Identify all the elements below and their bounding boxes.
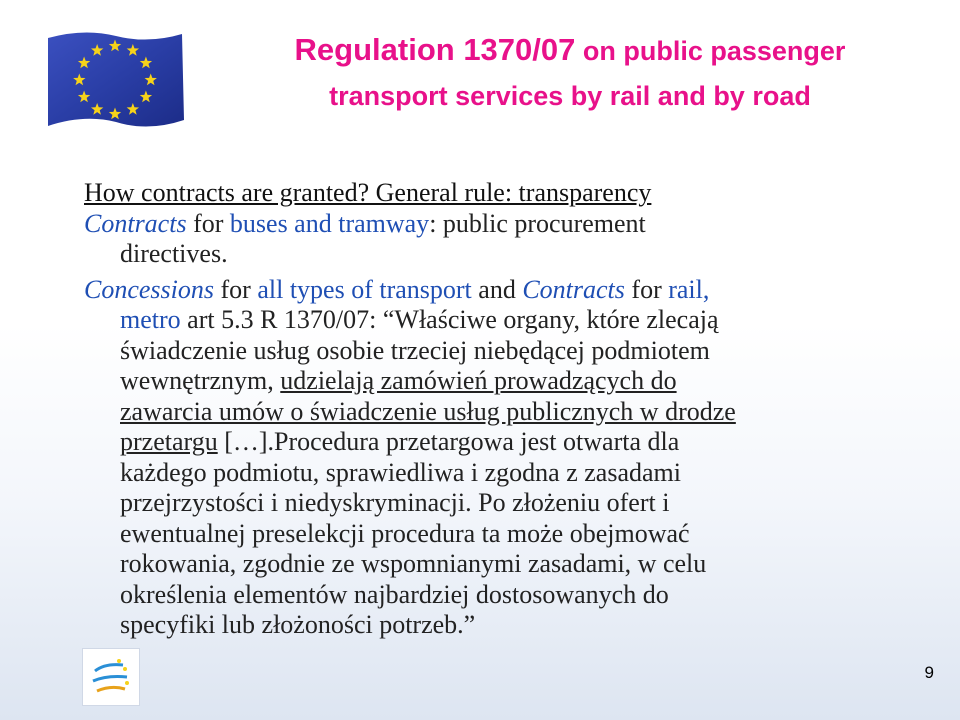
term-contracts-2: Contracts bbox=[522, 274, 625, 304]
eu-logo-icon bbox=[82, 648, 140, 706]
text-public-procurement: : public procurement bbox=[429, 208, 646, 238]
term-all-types: all types of transport bbox=[257, 274, 472, 304]
text-for: for bbox=[186, 208, 230, 238]
section-heading: How contracts are granted? General rule: transparency bbox=[84, 178, 652, 207]
quote-line5: zawarcia umów o świadczenie usług publicznych w drodze bbox=[120, 396, 736, 426]
title-subject-line2: transport services by rail and by road bbox=[329, 81, 811, 111]
quote-line10: rokowania, zgodnie ze wspomnianymi zasadami, w celu bbox=[120, 549, 707, 578]
quote-underlined: udzielają zamówień prowadzących do bbox=[280, 366, 677, 395]
text-for-2: for bbox=[624, 274, 669, 304]
quote-line6 bbox=[84, 427, 884, 458]
quote-line11: określenia elementów najbardziej dostosowanych do bbox=[120, 579, 669, 609]
term-metro: metro bbox=[120, 305, 181, 334]
title-regulation: Regulation 1370/07 bbox=[294, 32, 576, 67]
quote-line3: świadczenie usług osobie trzeciej niebędącej podmiotem bbox=[120, 335, 710, 365]
text-art-quote: art 5.3 R 1370/07: “Właściwe organy, które zlecają bbox=[180, 305, 719, 334]
slide-body bbox=[84, 178, 884, 641]
term-buses-tramway: buses and tramway bbox=[229, 208, 430, 238]
page-number: 9 bbox=[924, 663, 934, 682]
quote-line9: ewentualnej preselekcji procedura ta może obejmować bbox=[120, 518, 690, 548]
paragraph-concessions-line2 bbox=[84, 305, 884, 336]
text-and: and bbox=[471, 274, 523, 304]
eu-flag-icon bbox=[44, 28, 186, 132]
paragraph-contracts-line1 bbox=[84, 209, 884, 240]
quote-line8: przejrzystości i niedyskryminacji. Po złożeniu ofert i bbox=[120, 488, 670, 517]
slide-title bbox=[200, 30, 940, 121]
paragraph-concessions-line1 bbox=[84, 275, 884, 306]
quote-line12: specyfiki lub złożoności potrzeb.” bbox=[120, 610, 476, 639]
quote-text-2: […].Procedura przetargowa jest otwarta dla bbox=[217, 427, 680, 456]
quote-text: wewnętrznym, bbox=[120, 366, 281, 395]
term-concessions: Concessions bbox=[84, 274, 214, 304]
quote-line7: każdego podmiotu, sprawiedliwa i zgodna z zasadami bbox=[120, 457, 681, 487]
quote-underlined-2: przetargu bbox=[120, 427, 218, 456]
term-rail: rail, bbox=[668, 274, 710, 304]
title-subject: on public passenger bbox=[575, 36, 846, 66]
quote-line4 bbox=[84, 366, 884, 397]
text-for: for bbox=[214, 274, 258, 304]
paragraph-contracts-line2: directives. bbox=[120, 239, 228, 268]
term-contracts: Contracts bbox=[84, 208, 187, 238]
